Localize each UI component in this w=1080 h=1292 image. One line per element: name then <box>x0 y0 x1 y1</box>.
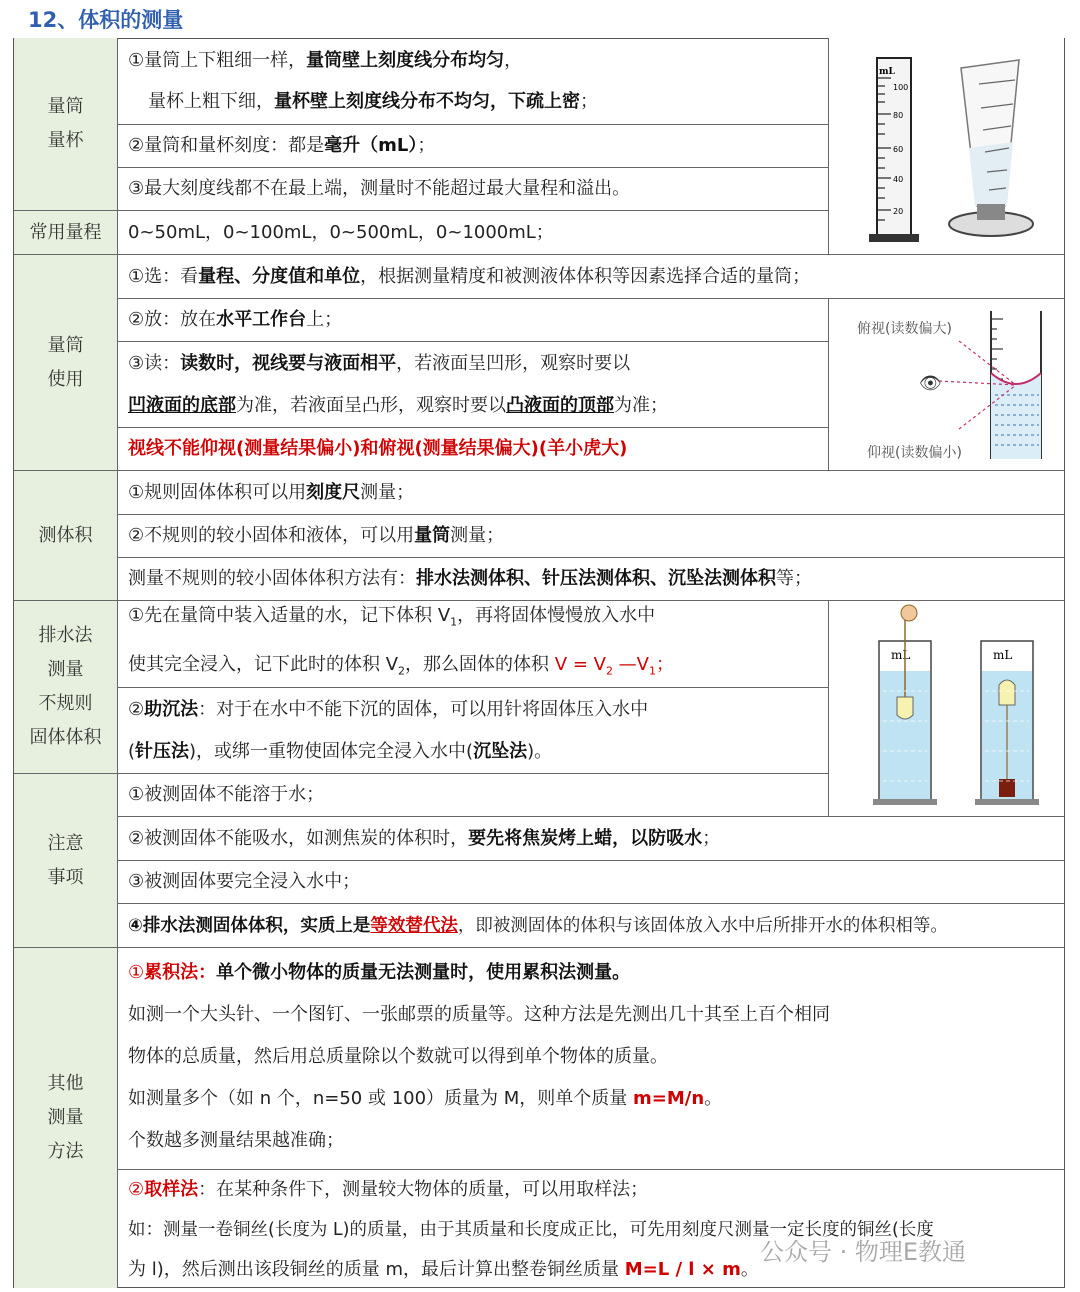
label-text: 不规则 <box>38 693 93 714</box>
label-displacement <box>14 601 118 774</box>
label-common-range <box>14 211 118 255</box>
label-text: 量筒 <box>47 96 84 117</box>
page-title: 12、体积的测量 <box>28 8 184 32</box>
label-text: 方法 <box>47 1141 84 1162</box>
tick-label: 80 <box>893 111 904 120</box>
sink-unit-a: mL <box>891 648 911 662</box>
label-text: 常用量程 <box>29 221 102 243</box>
tick-label: 100 <box>893 83 909 92</box>
label-measure-volume <box>14 471 118 601</box>
row-view-warning: 视线不能仰视(测量结果偏小)和俯视(测量结果偏大)(羊小虎大) <box>118 428 828 471</box>
row-note-3: ③被测固体要完全浸入水中； <box>118 861 1064 904</box>
label-text: 测量 <box>47 659 84 680</box>
tick-label: 20 <box>893 207 904 216</box>
row-range: 0~50mL，0~100mL，0~500mL，0~1000mL； <box>118 211 828 255</box>
label-other-methods <box>14 948 118 1288</box>
label-text: 其他 <box>47 1073 84 1094</box>
row-cylinder-scale: ①量筒上下粗细一样，量筒壁上刻度线分布均匀， 量杯上粗下细，量杯壁上刻度线分布不均匀，下疏上密； <box>118 38 828 125</box>
watermark: 公众号 · 物理E教通 <box>760 1238 967 1266</box>
eye-icon: 👁 <box>919 373 942 394</box>
row-irregular-solid: ②不规则的较小固体和液体，可以用量筒测量； <box>118 515 1064 558</box>
row-read: ③读：读数时，视线要与液面相平，若液面呈凹形，观察时要以 凹液面的底部为准，若液面呈凸形，观察时要以凸液面的顶部为准； <box>118 342 828 428</box>
cylinder-beaker-figure <box>828 38 1064 255</box>
label-text: 测体积 <box>38 524 93 546</box>
row-displacement-steps: ①先在量筒中装入适量的水，记下体积 $V_1$，再将固体慢慢放入水中 使其完全浸入，记下此时的体积 $V_2$，那么固体的体积 $V = V_2$ $—V_1$； <box>118 601 828 688</box>
cylinder-unit-label: mL <box>879 67 895 77</box>
read-top-label: 俯视(读数偏大) <box>857 321 952 337</box>
label-text: 量杯 <box>47 130 84 151</box>
row-regular-solid: ①规则固体体积可以用刻度尺测量； <box>118 471 1064 515</box>
label-notes <box>14 774 118 948</box>
row-accumulation: ①累积法：单个微小物体的质量无法测量时，使用累积法测量。 如测一个大头针、一个图钉、一张邮票的质量等。这种方法是先测出几十其至上百个相同 物体的总质量，然后用总质量除以个数就可以得到单个物体的质量。 如测量多个（如 n 个，n=50 或 100）质量为 M，则单个质量 m=M/n。 个数越多测量结果越准确； <box>118 948 1064 1170</box>
sink-unit-b: mL <box>993 648 1013 662</box>
label-text: 排水法 <box>38 625 93 646</box>
reading-figure <box>828 299 1064 471</box>
label-measuring-tools <box>14 38 118 211</box>
row-unit: ②量筒和量杯刻度：都是毫升（mL）； <box>118 125 828 168</box>
read-bottom-label: 仰视(读数偏小) <box>867 445 962 461</box>
row-select: ①选：看量程、分度值和单位，根据测量精度和被测液体体积等因素选择合适的量筒； <box>118 255 1064 299</box>
tick-label: 60 <box>893 145 904 154</box>
tick-label: 40 <box>893 175 904 184</box>
row-methods: 测量不规则的较小固体体积方法有：排水法测体积、针压法测体积、沉坠法测体积等； <box>118 558 1064 601</box>
sinking-illustration <box>829 601 1065 816</box>
label-text: 量筒 <box>47 334 84 356</box>
label-text: 测量 <box>47 1107 84 1128</box>
row-max-scale: ③最大刻度线都不在最上端，测量时不能超过最大量程和溢出。 <box>118 168 828 211</box>
reading-illustration <box>829 299 1065 470</box>
row-place: ②放：放在水平工作台上； <box>118 299 828 342</box>
label-cylinder-use <box>14 255 118 471</box>
sinking-figure <box>828 601 1064 817</box>
row-sinking-aid: ②助沉法：对于在水中不能下沉的固体，可以用针将固体压入水中 (针压法)，或绑一重物使固体完全浸入水中(沉坠法)。 <box>118 688 828 774</box>
row-note-1: ①被测固体不能溶于水； <box>118 774 828 817</box>
row-note-4: ④排水法测固体体积，实质上是等效替代法，即被测固体的体积与该固体放入水中后所排开水的体积相等。 <box>118 904 1064 948</box>
label-text: 使用 <box>47 368 84 390</box>
row-sampling: ②取样法：在某种条件下，测量较大物体的质量，可以用取样法； 如：测量一卷铜丝(长度为 L)的质量，由于其质量和长度成正比，可先用刻度尺测量一定长度的铜丝(长度 为 l)，然后测出该段铜丝的质量 m，最后计算出整卷铜丝质量 M=L / l × m。 <box>128 1179 934 1280</box>
row-note-2: ②被测固体不能吸水，如测焦炭的体积时，要先将焦炭烤上蜡，以防吸水； <box>118 817 1064 861</box>
label-text: 事项 <box>47 866 84 888</box>
label-text: 固体体积 <box>29 727 102 748</box>
label-text: 注意 <box>47 832 84 854</box>
cylinder-beaker-illustration <box>829 38 1065 254</box>
